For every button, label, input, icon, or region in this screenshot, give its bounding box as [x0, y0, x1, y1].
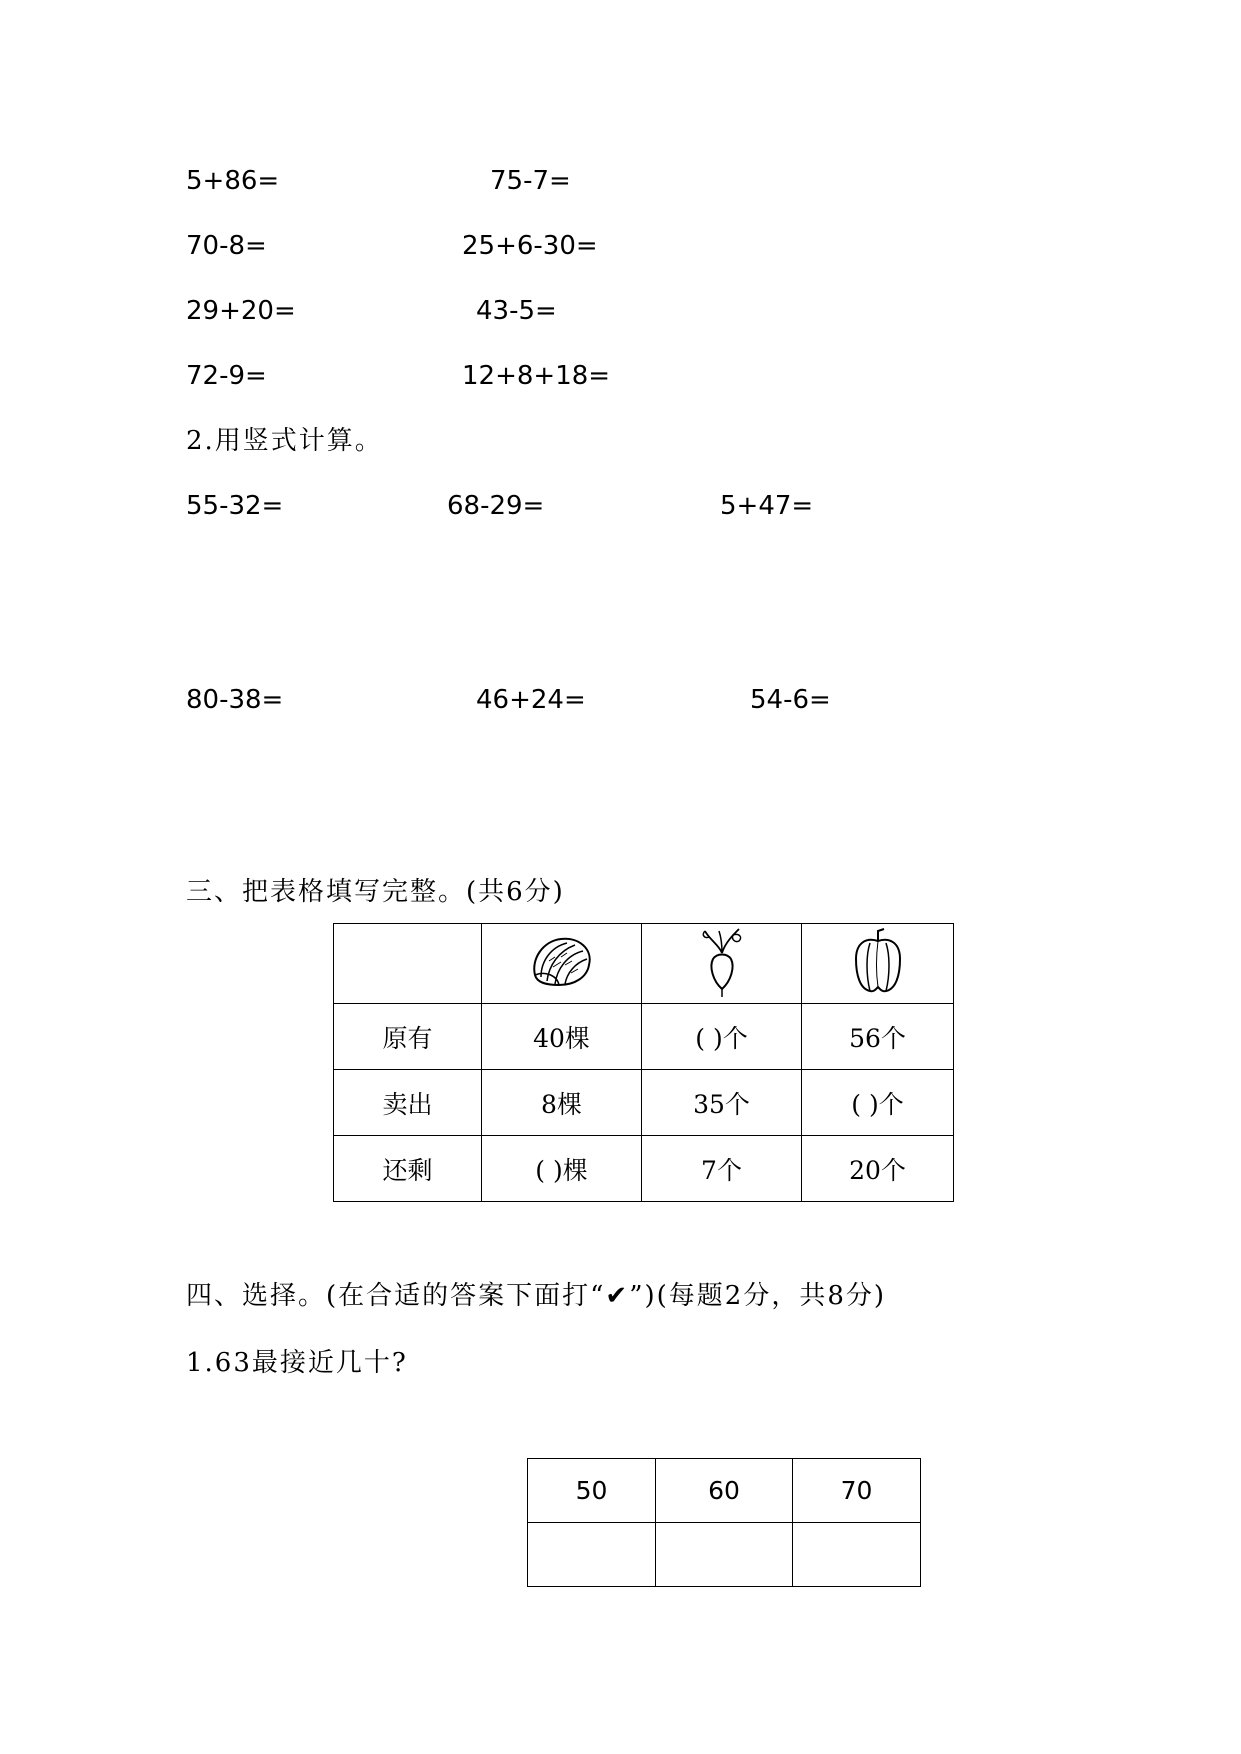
- answer-cell-50[interactable]: [528, 1523, 656, 1587]
- oral-eq-2b: 25+6-30=: [462, 231, 598, 261]
- oral-eq-4a: 72-9=: [186, 361, 267, 391]
- table-header-pepper: [802, 924, 954, 1004]
- vertical-heading: 2.用竖式计算。: [186, 426, 383, 456]
- oral-eq-1b: 75-7=: [490, 166, 571, 196]
- pepper-icon: [848, 927, 908, 995]
- vertical-eq-2b: 46+24=: [476, 685, 586, 715]
- row-label-original: 原有: [334, 1004, 482, 1070]
- vertical-eq-1c: 5+47=: [720, 491, 814, 521]
- table-corner-cell: [334, 924, 482, 1004]
- question-1: 1.63最接近几十?: [186, 1348, 408, 1378]
- choice-table: [527, 1458, 921, 1587]
- cell-original-radish[interactable]: ( )个: [642, 1004, 802, 1070]
- cell-original-pepper: 56个: [802, 1004, 954, 1070]
- table-header-cabbage: [482, 924, 642, 1004]
- cell-remaining-radish: 7个: [642, 1136, 802, 1202]
- answer-cell-60[interactable]: [656, 1523, 793, 1587]
- vertical-eq-1b: 68-29=: [447, 491, 545, 521]
- row-label-sold: 卖出: [334, 1070, 482, 1136]
- cell-sold-radish: 35个: [642, 1070, 802, 1136]
- option-70: 70: [793, 1459, 921, 1523]
- option-50: 50: [528, 1459, 656, 1523]
- cabbage-icon: [527, 931, 597, 991]
- radish-icon: [697, 925, 747, 997]
- row-label-remaining: 还剩: [334, 1136, 482, 1202]
- oral-eq-2a: 70-8=: [186, 231, 267, 261]
- table-header-radish: [642, 924, 802, 1004]
- option-60: 60: [656, 1459, 793, 1523]
- vertical-eq-2a: 80-38=: [186, 685, 284, 715]
- oral-eq-4b: 12+8+18=: [462, 361, 611, 391]
- cell-remaining-pepper: 20个: [802, 1136, 954, 1202]
- cell-remaining-cabbage[interactable]: ( )棵: [482, 1136, 642, 1202]
- cell-sold-pepper[interactable]: ( )个: [802, 1070, 954, 1136]
- oral-eq-3a: 29+20=: [186, 296, 296, 326]
- cell-sold-cabbage: 8棵: [482, 1070, 642, 1136]
- section3-heading: 三、把表格填写完整。(共6分): [186, 877, 565, 907]
- answer-cell-70[interactable]: [793, 1523, 921, 1587]
- oral-eq-1a: 5+86=: [186, 166, 280, 196]
- cell-original-cabbage: 40棵: [482, 1004, 642, 1070]
- vegetable-table: [333, 923, 954, 1202]
- oral-eq-3b: 43-5=: [476, 296, 557, 326]
- section4-heading: 四、选择。(在合适的答案下面打“✔”)(每题2分，共8分): [186, 1281, 887, 1311]
- vertical-eq-2c: 54-6=: [750, 685, 831, 715]
- vertical-eq-1a: 55-32=: [186, 491, 284, 521]
